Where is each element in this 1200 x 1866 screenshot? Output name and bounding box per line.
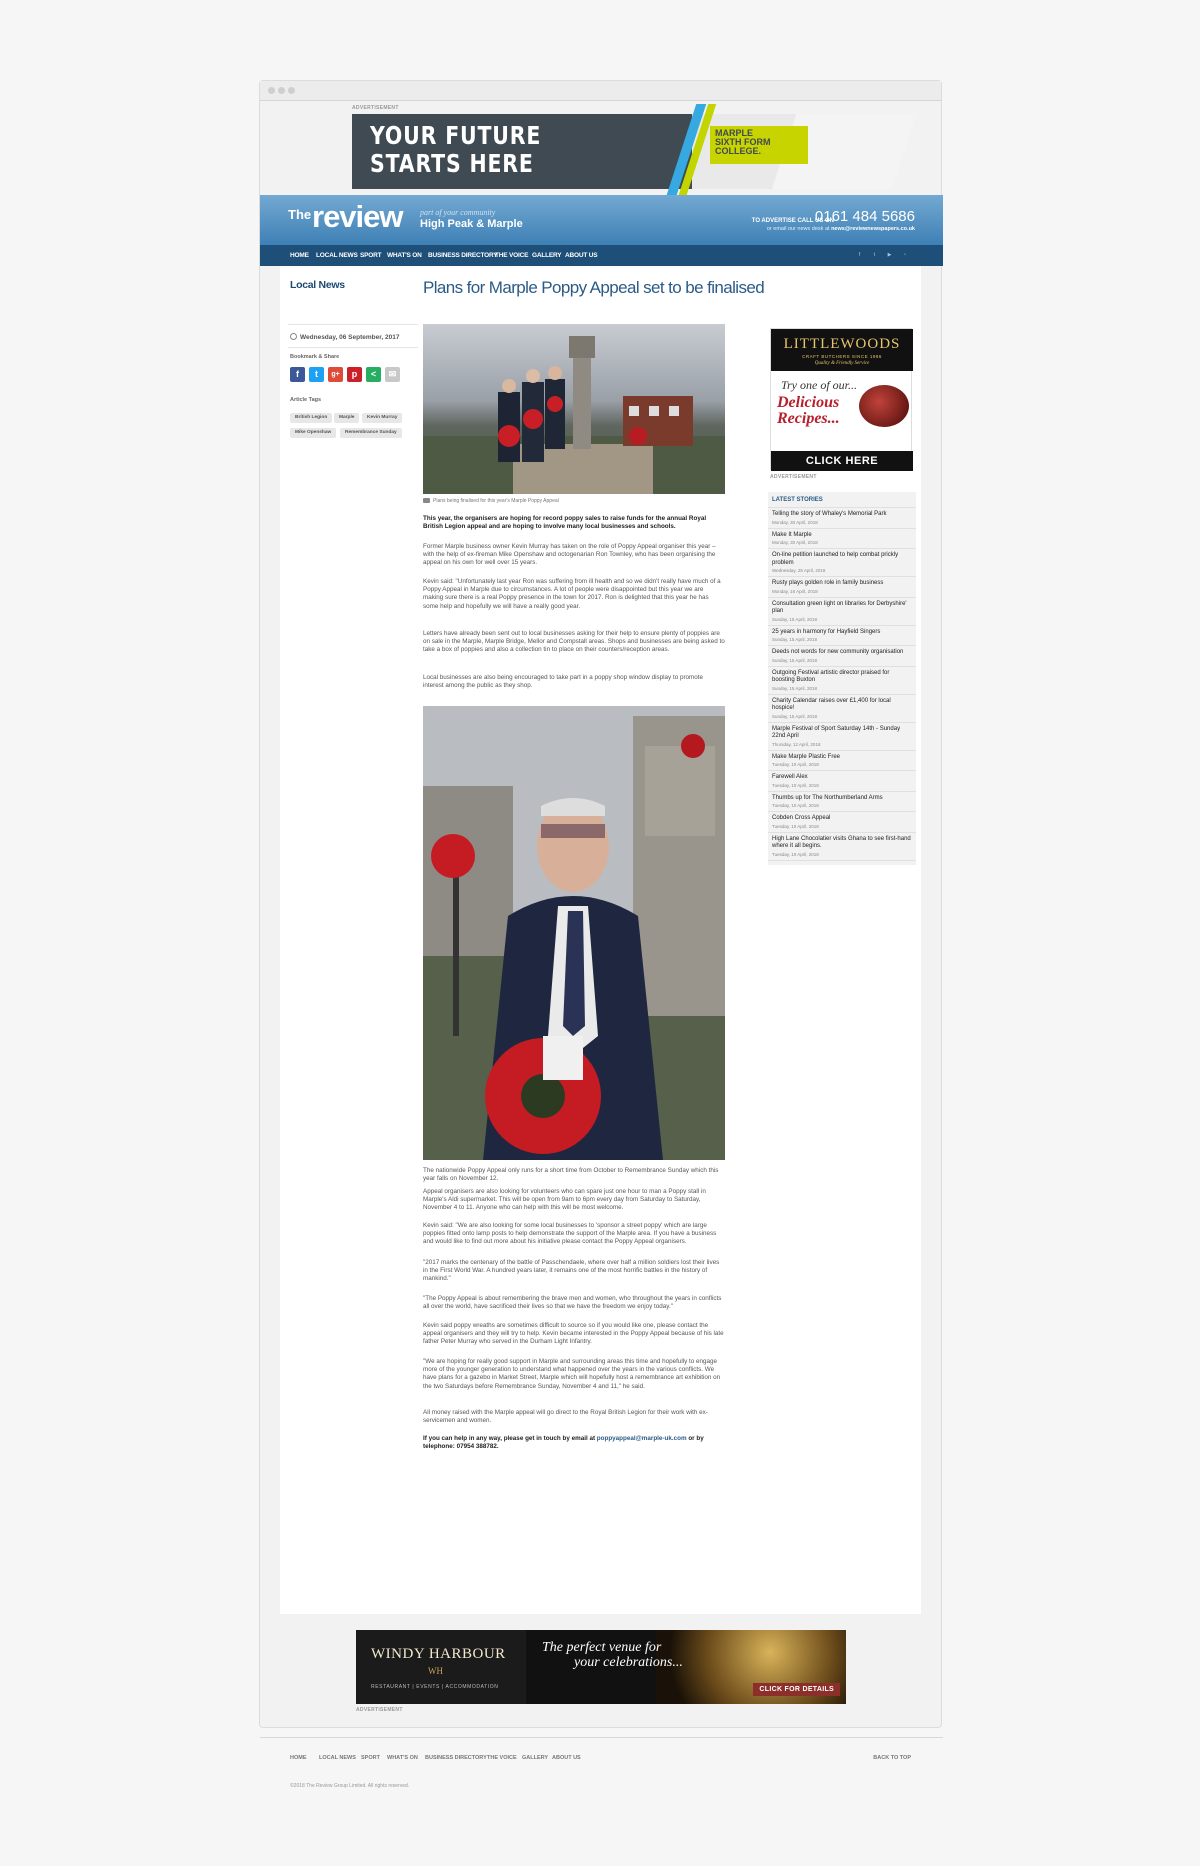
bookmark-share-label: Bookmark & Share bbox=[290, 354, 340, 360]
tag-marple[interactable]: Marple bbox=[334, 413, 359, 423]
brand-the[interactable]: The bbox=[288, 207, 312, 222]
nav-business-directory[interactable]: BUSINESS DIRECTORY bbox=[428, 252, 498, 259]
latest-story-item[interactable] bbox=[768, 549, 916, 577]
back-to-top-link[interactable]: BACK TO TOP bbox=[873, 1755, 911, 1761]
advertise-phone[interactable]: 0161 484 5686 bbox=[814, 208, 915, 225]
ad-recipes-line: Recipes... bbox=[777, 410, 840, 427]
article-closing bbox=[423, 1435, 725, 1451]
story-date: Tuesday, 10 April, 2018 bbox=[772, 851, 819, 857]
ad-recipes-text bbox=[777, 395, 840, 427]
poppy-appeal-email-link[interactable]: poppyappeal@marple-uk.com bbox=[596, 1435, 687, 1442]
footer-nav-sport[interactable]: SPORT bbox=[361, 1755, 380, 1761]
story-title[interactable]: Marple Festival of Sport Saturday 14th - Sunday 22nd April bbox=[772, 725, 901, 739]
tag-remembrance-sunday[interactable]: Remembrance Sunday bbox=[340, 428, 402, 438]
ad-monogram: WH bbox=[428, 1666, 443, 1676]
article-date bbox=[290, 333, 399, 341]
camera-icon bbox=[423, 498, 430, 503]
story-date: Sunday, 15 April, 2018 bbox=[772, 616, 817, 622]
ad-try-text: Try one of our... bbox=[781, 378, 858, 392]
latest-story-item[interactable] bbox=[768, 833, 916, 861]
twitter-share-icon[interactable]: t bbox=[309, 367, 324, 382]
latest-story-item[interactable] bbox=[768, 667, 916, 695]
caption-text: Plans being finalised for this year's Marple Poppy Appeal bbox=[433, 498, 559, 504]
advertise-email-line bbox=[767, 226, 915, 232]
nav-local-news[interactable]: LOCAL NEWS bbox=[316, 252, 358, 259]
footer-nav-the-voice[interactable]: THE VOICE bbox=[487, 1755, 517, 1761]
newsdesk-email-link[interactable]: news@reviewnewspapers.co.uk bbox=[831, 226, 915, 232]
portrait-photo-illustration bbox=[423, 706, 725, 1160]
site-logo[interactable]: review bbox=[312, 199, 403, 234]
article-title: Plans for Marple Poppy Appeal set to be finalised bbox=[423, 278, 765, 297]
ad-brand: LITTLEWOODS bbox=[783, 336, 901, 352]
nav-about-us[interactable]: ABOUT US bbox=[565, 252, 598, 259]
ad-perfect-text bbox=[542, 1640, 683, 1670]
ad-subtitle: CRAFT BUTCHERS SINCE 1986 bbox=[802, 354, 882, 359]
story-date: Monday, 16 April, 2018 bbox=[772, 588, 818, 594]
latest-stories bbox=[768, 492, 916, 865]
story-title[interactable]: On-line petition launched to help combat prickly problem bbox=[772, 552, 899, 566]
youtube-icon[interactable]: ▶ bbox=[887, 252, 892, 258]
logo-line: SIXTH FORM bbox=[715, 137, 771, 147]
latest-story-item[interactable] bbox=[768, 529, 916, 550]
ad-tagline: RESTAURANT | EVENTS | ACCOMMODATION bbox=[371, 1684, 499, 1690]
category-title: Local News bbox=[290, 279, 345, 291]
ad-headline-line-2: STARTS HERE bbox=[370, 149, 534, 178]
story-title[interactable]: High Lane Chocolatier visits Ghana to see first-hand where it all begins. bbox=[772, 835, 911, 849]
story-date: Wednesday, 25 April, 2018 bbox=[772, 568, 826, 573]
browser-window bbox=[259, 80, 942, 1789]
ad-headline-line-1: YOUR FUTURE bbox=[370, 121, 542, 150]
story-title[interactable]: Outgoing Festival artistic director praised for boosting Buxton bbox=[772, 669, 890, 683]
food-image bbox=[859, 385, 909, 427]
footer-nav-local-news[interactable]: LOCAL NEWS bbox=[319, 1755, 356, 1761]
latest-story-item[interactable] bbox=[768, 723, 916, 751]
story-date: Sunday, 15 April, 2018 bbox=[772, 685, 817, 691]
date-text: Wednesday, 06 September, 2017 bbox=[300, 334, 400, 341]
article-photo-portrait[interactable] bbox=[423, 706, 725, 1160]
latest-story-item[interactable] bbox=[768, 577, 916, 598]
twitter-icon[interactable]: t bbox=[873, 252, 876, 258]
article-lead: This year, the organisers are hoping for record poppy sales to raise funds for the annual Royal British Legion appeal and are hoping to involve many local businesses and schools. bbox=[423, 515, 707, 531]
advertisement-label: ADVERTISEMENT bbox=[352, 105, 399, 111]
nav-the-voice[interactable]: THE VOICE bbox=[495, 252, 529, 259]
story-title[interactable]: Farewell Alex bbox=[772, 774, 808, 780]
ad-banner bbox=[771, 329, 913, 371]
article-paragraph: Local businesses are also being encouraged to take part in a poppy shop window display to promote interest among the public as they shop. bbox=[423, 674, 704, 690]
email-share-icon[interactable]: ✉ bbox=[385, 367, 400, 382]
logo-line: MARPLE bbox=[715, 128, 753, 138]
divider bbox=[288, 324, 418, 325]
share-icon[interactable]: < bbox=[366, 367, 381, 382]
footer-divider bbox=[260, 1737, 943, 1738]
article-paragraph: Kevin said poppy wreaths are sometimes difficult to source so if you would like one, please contact the appeal organisers and they will try to help. Kevin became interested in the Poppy Appeal because of his late father Peter Murray who served in the Durham Light Infantry. bbox=[423, 1322, 724, 1346]
divider bbox=[288, 347, 418, 348]
story-date: Thursday, 12 April, 2018 bbox=[772, 741, 821, 747]
latest-story-item[interactable] bbox=[768, 508, 916, 529]
story-date: Tuesday, 10 April, 2018 bbox=[772, 823, 819, 829]
footer-nav-about-us[interactable]: ABOUT US bbox=[552, 1755, 581, 1761]
story-date: Tuesday, 10 April, 2018 bbox=[772, 803, 819, 808]
story-title[interactable]: Thumbs up for The Northumberland Arms bbox=[772, 794, 883, 801]
ad-recipes-line: Delicious bbox=[777, 394, 840, 411]
latest-story-item[interactable] bbox=[768, 646, 916, 667]
pinterest-share-icon[interactable]: p bbox=[347, 367, 362, 382]
article-paragraph: "The Poppy Appeal is about remembering the brave men and women, who throughout the years in conflicts all over the world, have sacrificed their lives so that we have the freedom we enjoy today." bbox=[423, 1295, 722, 1311]
advertisement-label: ADVERTISEMENT bbox=[356, 1707, 403, 1713]
sixth-form-logo bbox=[710, 126, 808, 164]
closing-prefix: If you can help in any way, please get in touch by email at bbox=[423, 1435, 596, 1442]
google-plus-share-icon[interactable]: g+ bbox=[328, 367, 343, 382]
ad-brand: WINDY HARBOUR bbox=[371, 1646, 506, 1662]
footer-nav-home[interactable]: HOME bbox=[290, 1755, 307, 1761]
story-title[interactable]: Consultation green light on libraries for Derbyshire' plan bbox=[772, 600, 907, 614]
nav-gallery[interactable]: GALLERY bbox=[532, 252, 562, 259]
story-title[interactable]: Make It Marple bbox=[772, 531, 812, 538]
story-date: Tuesday, 10 April, 2018 bbox=[772, 762, 819, 767]
article-paragraph: The nationwide Poppy Appeal only runs for a short time from October to Remembrance Sunday which this year falls on November 12. bbox=[423, 1167, 719, 1183]
article-paragraph: Former Marple business owner Kevin Murray has taken on the role of Poppy Appeal organiser this year – with the help of ex-fireman Mike Openshaw and octogenarian Ron Townley, who has been organising the appeal on his own for well over 15 years. bbox=[423, 543, 716, 567]
main-nav bbox=[260, 245, 943, 266]
littlewoods-ad[interactable] bbox=[770, 328, 912, 470]
story-title[interactable]: Make Marple Plastic Free bbox=[772, 753, 841, 760]
story-title[interactable]: Deeds not words for new community organisation bbox=[772, 649, 904, 655]
window-maximize-icon[interactable] bbox=[288, 87, 295, 94]
latest-story-item[interactable] bbox=[768, 771, 916, 792]
latest-story-item[interactable] bbox=[768, 626, 916, 647]
nav-whats-on[interactable]: WHAT'S ON bbox=[387, 252, 422, 259]
tag-kevin-murray[interactable]: Kevin Murray bbox=[362, 413, 402, 423]
story-date: Sunday, 15 April, 2018 bbox=[772, 657, 817, 663]
ad-subtitle-2: Quality & Friendly Service bbox=[814, 361, 870, 366]
window-minimize-icon[interactable] bbox=[278, 87, 285, 94]
footer-nav-whats-on[interactable]: WHAT'S ON bbox=[387, 1755, 418, 1761]
closing-suffix: or by telephone: 07954 388782. bbox=[423, 1435, 704, 1451]
story-date: Tuesday, 10 April, 2018 bbox=[772, 782, 819, 788]
story-date: Sunday, 15 April, 2018 bbox=[772, 713, 817, 719]
footer-nav-gallery[interactable]: GALLERY bbox=[522, 1755, 549, 1761]
story-title[interactable]: Cobden Cross Appeal bbox=[772, 815, 831, 821]
article-photo-memorial[interactable] bbox=[423, 324, 725, 494]
article-paragraph: Kevin said: "We are also looking for some local businesses to 'sponsor a street poppy' which are large poppies fitted onto lamp posts to help demonstrate the support of the Marple area. If you have a business and would like to find out more about his initiative please contact the Poppy Appeal organisers. bbox=[423, 1222, 717, 1246]
ad-perfect-line: your celebrations... bbox=[574, 1655, 683, 1670]
advertisement-label: ADVERTISEMENT bbox=[770, 474, 817, 480]
click-for-details-button[interactable]: CLICK FOR DETAILS bbox=[753, 1683, 840, 1696]
story-date: Monday, 30 April, 2018 bbox=[772, 540, 818, 545]
brand-tagline: part of your community bbox=[420, 208, 496, 217]
window-chrome bbox=[260, 81, 941, 101]
latest-story-item[interactable] bbox=[768, 792, 916, 813]
article-paragraph: "We are hoping for really good support in Marple and surrounding areas this time and hopefully to engage more of the younger generation to understand what happened over the years in the various conflicts. We have plans for a gazebo in Market Street, Marple which will hopefully host a remembrance art exhibition on the two Saturdays before Remembrance Sunday, November 4 and 11," he said. bbox=[423, 1358, 721, 1390]
rss-icon[interactable]: ◔ bbox=[902, 252, 907, 258]
tag-mike-openshaw[interactable]: Mike Openshaw bbox=[290, 428, 336, 438]
ad-perfect-line: The perfect venue for bbox=[542, 1640, 662, 1655]
article-paragraph: "2017 marks the centenary of the battle of Passchendaele, where over half a million soldiers lost their lives in the First World War. A hundred years later, it remains one of the most horrific battles in the history of mankind." bbox=[423, 1259, 720, 1283]
top-banner-ad[interactable] bbox=[352, 114, 852, 189]
story-date: Sunday, 15 April, 2018 bbox=[772, 637, 817, 642]
advertise-label: TO ADVERTISE CALL US ON bbox=[751, 218, 834, 224]
click-here-button[interactable]: CLICK HERE bbox=[771, 451, 913, 471]
story-list bbox=[768, 508, 916, 861]
clock-icon bbox=[290, 333, 297, 340]
article-tags-label: Article Tags bbox=[290, 397, 322, 403]
photo-caption bbox=[423, 498, 559, 504]
latest-stories-title: LATEST STORIES bbox=[768, 492, 916, 508]
article-paragraph: Kevin said: "Unfortunately last year Ron was suffering from ill health and so we didn't really have much of a Poppy Appeal in Marple due to circumstances. A lot of people were disappointed but this year we are making sure there is a real Poppy presence in the town for 2017. Ron is delighted that this year he has some help and hopefully we will have a really good year. bbox=[423, 578, 721, 610]
windy-harbour-ad[interactable] bbox=[356, 1630, 846, 1704]
latest-story-item[interactable] bbox=[768, 695, 916, 723]
ad-headline bbox=[370, 122, 541, 178]
article-paragraph: Letters have already been sent out to local businesses asking for their help to ensure plenty of poppies are on sale in the Marple, Marple Bridge, Mellor and Compstall areas. Shops and businesses are being asked to take a box of poppies and also a collection tin to place on their counters/reception areas. bbox=[423, 630, 725, 654]
article-paragraph: Appeal organisers are also looking for volunteers who can spare just one hour to man a Poppy stall in Marple's Aldi supermarket. This will be open from 9am to 6pm every day from Saturday to Saturday, November 4 to 11. Anyone who can help with this will be most welcome. bbox=[423, 1188, 706, 1212]
story-title[interactable]: Charity Calendar raises over £1,400 for local hospice! bbox=[772, 697, 891, 711]
window-close-icon[interactable] bbox=[268, 87, 275, 94]
story-title[interactable]: Telling the story of Whaley's Memorial Park bbox=[772, 511, 887, 517]
facebook-share-icon[interactable]: f bbox=[290, 367, 305, 382]
story-title[interactable]: Rusty plays golden role in family business bbox=[772, 580, 884, 586]
story-date: Monday, 30 April, 2018 bbox=[772, 519, 818, 525]
latest-story-item[interactable] bbox=[768, 751, 916, 772]
logo-line: COLLEGE. bbox=[715, 146, 762, 156]
page-content bbox=[280, 266, 921, 1614]
nav-home[interactable]: HOME bbox=[290, 252, 309, 259]
copyright-text: ©2018 The Review Group Limited. All rights reserved. bbox=[290, 1783, 410, 1789]
tag-british-legion[interactable]: British Legion bbox=[290, 413, 332, 423]
memorial-photo-illustration bbox=[423, 324, 725, 494]
nav-sport[interactable]: SPORT bbox=[360, 252, 382, 259]
latest-story-item[interactable] bbox=[768, 598, 916, 626]
footer-nav-business-directory[interactable]: BUSINESS DIRECTORY bbox=[425, 1755, 487, 1761]
latest-story-item[interactable] bbox=[768, 812, 916, 833]
article-paragraph: All money raised with the Marple appeal will go direct to the Royal British Legion for their work with ex-servicemen and women. bbox=[423, 1409, 708, 1425]
site-masthead bbox=[260, 195, 943, 245]
story-title[interactable]: 25 years in harmony for Hayfield Singers bbox=[772, 628, 881, 635]
email-prefix: or email our news desk at bbox=[766, 226, 830, 232]
facebook-icon[interactable]: f bbox=[858, 252, 861, 258]
brand-region: High Peak & Marple bbox=[420, 218, 523, 230]
